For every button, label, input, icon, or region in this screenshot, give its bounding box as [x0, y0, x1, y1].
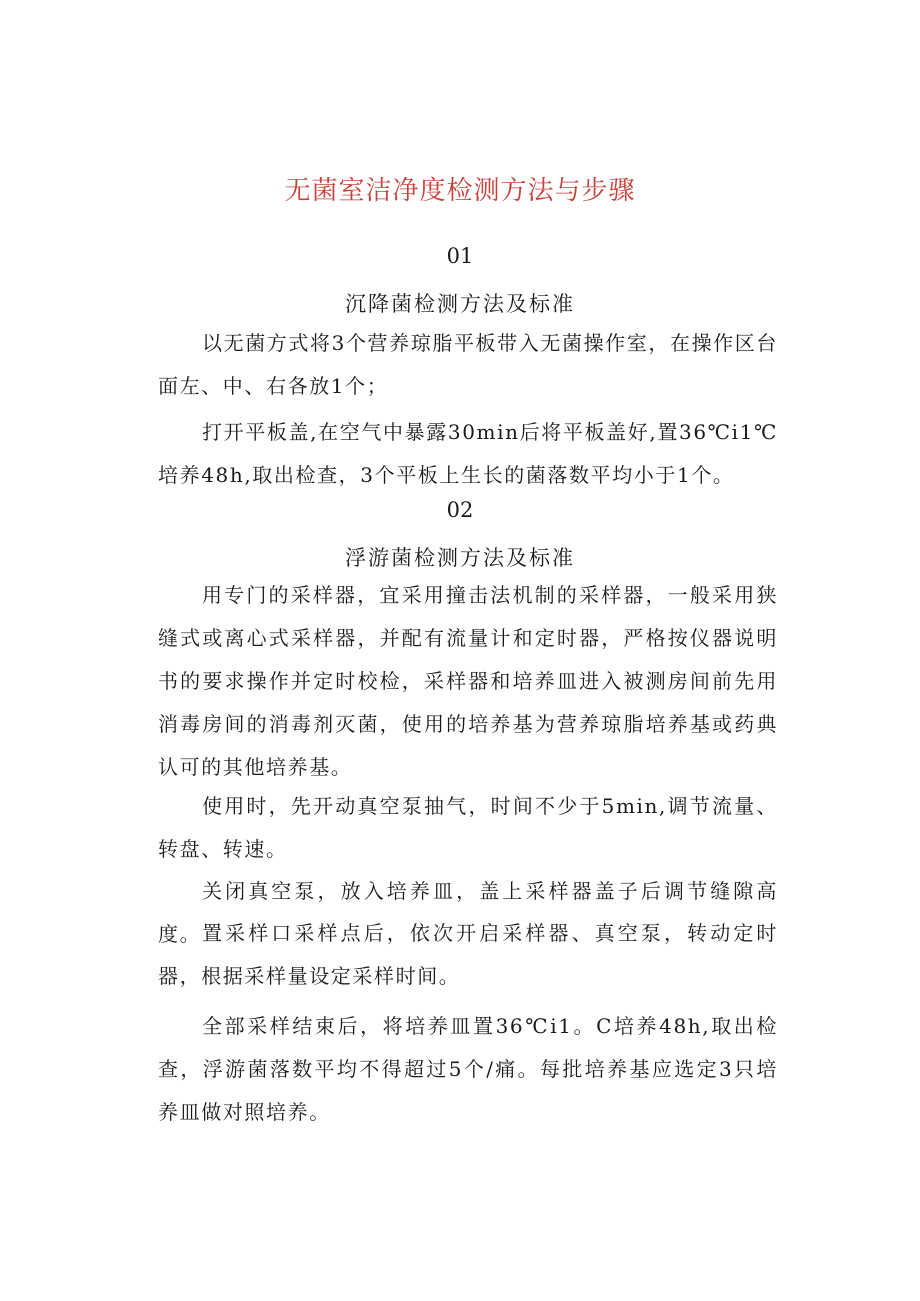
- paragraph: 全部采样结束后，将培养皿置36℃i1。C培养48h,取出检查，浮游菌落数平均不得超过5个/痛。每批培养基应选定3只培养皿做对照培养。: [158, 1014, 778, 1124]
- paragraph: 以无菌方式将3个营养琼脂平板带入无菌操作室，在操作区台面左、中、右各放1个；: [158, 331, 778, 398]
- paragraph: 置采样口采样点后，依次开启采样器、真空泵，转动定时器，根据采样量设定采样时间。: [158, 921, 778, 988]
- section-heading: 沉降菌检测方法及标准: [345, 292, 575, 316]
- section-number: 02: [446, 498, 474, 522]
- paragraph: 关闭真空泵，放入培养皿，盖上采样器盖子后调节缝隙高度。: [158, 879, 778, 946]
- paragraph: 使用时，先开动真空泵抽气，时间不少于5min,调节流量、转盘、转速。: [158, 794, 778, 861]
- section-number: 01: [446, 244, 474, 268]
- paragraph: 用专门的采样器，宜采用撞击法机制的采样器，一般采用狭缝式或离心式采样器，并配有流量计和定时器，严格按仪器说明书的要求操作并定时校检，采样器和培养皿进入被测房间前先用消毒房间的消毒剂灭菌，使用的培养基为营养琼脂培养基或药典认可的其他培养基。: [158, 583, 778, 779]
- section-heading: 浮游菌检测方法及标准: [345, 546, 575, 570]
- paragraph: 打开平板盖,在空气中暴露30min后将平板盖好,置36℃i1℃培养48h,取出检查，3个平板上生长的菌落数平均小于1个。: [158, 420, 778, 487]
- document-title: 无菌室洁净度检测方法与步骤: [284, 176, 636, 206]
